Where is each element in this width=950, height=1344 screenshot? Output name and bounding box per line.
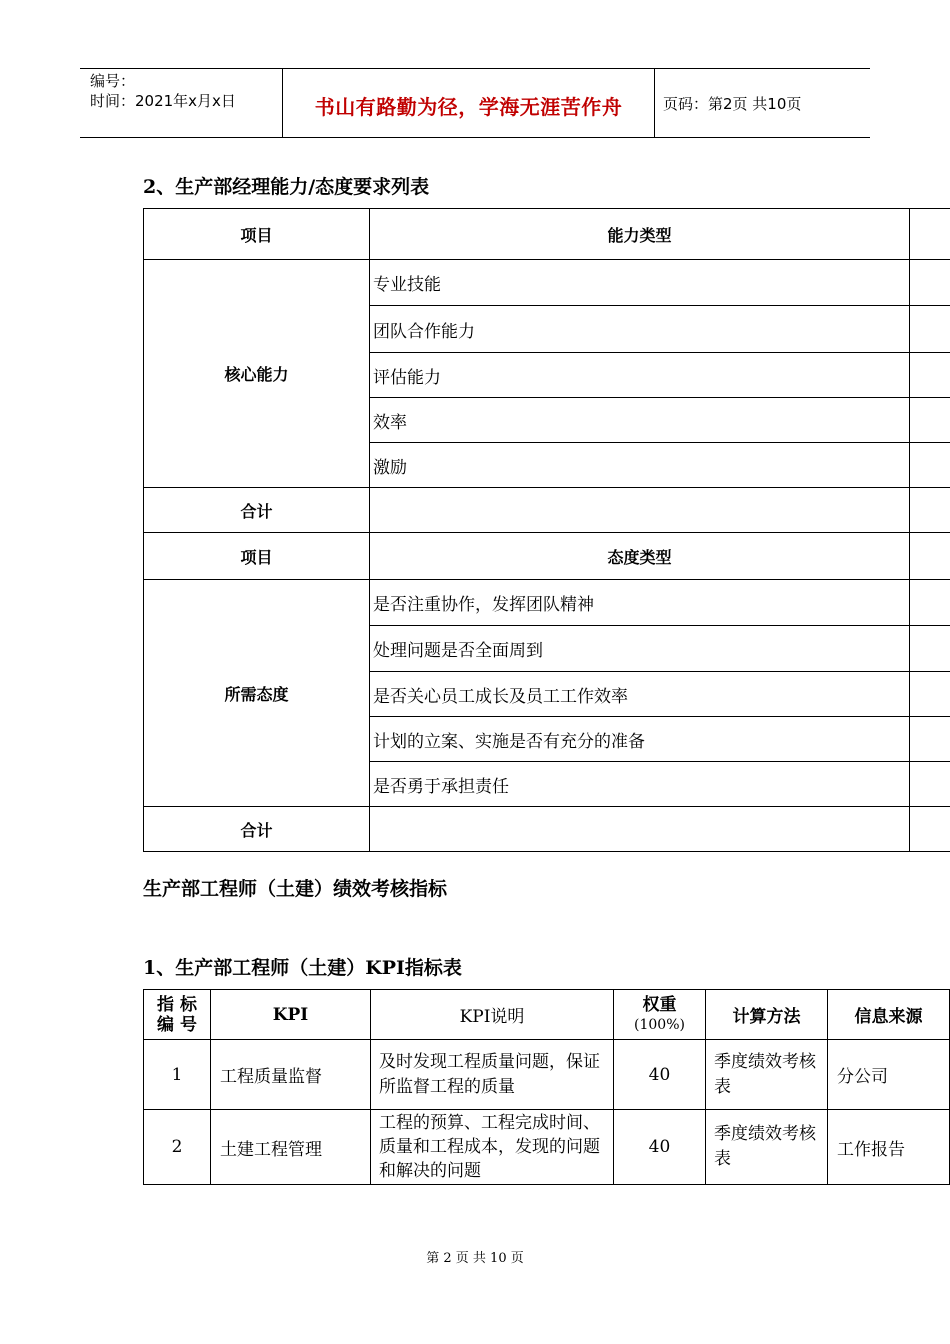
table-row — [144, 990, 950, 1040]
col-header-no-line2: 编 号 — [157, 1014, 197, 1035]
ability-header-type: 能力类型 — [370, 209, 910, 260]
col-header-no-line1: 指 标 — [157, 994, 197, 1015]
attitude-header-item: 项目 — [144, 533, 370, 580]
kpi-weight: 40 — [614, 1040, 706, 1110]
empty-cell — [370, 807, 910, 852]
header-motto-cell — [283, 69, 655, 137]
time-label: 时间：2021年x月x日 — [90, 92, 236, 110]
attitude-item: 是否注重协作，发挥团队精神 — [370, 580, 910, 626]
attitude-item: 是否勇于承担责任 — [370, 762, 910, 807]
core-item: 激励 — [370, 443, 910, 488]
empty-cell — [910, 533, 950, 580]
kpi-desc: 及时发现工程质量问题，保证所监督工程的质量 — [371, 1040, 614, 1110]
table-row — [144, 580, 950, 626]
table-row — [144, 1040, 950, 1110]
kpi-source: 分公司 — [828, 1040, 950, 1110]
empty-cell — [910, 807, 950, 852]
kpi-desc: 工程的预算、工程完成时间、质量和工程成本，发现的问题和解决的问题 — [371, 1110, 614, 1185]
table-row — [144, 209, 950, 260]
attitude-item: 处理问题是否全面周到 — [370, 626, 910, 672]
page-footer: 第 2 页 共 10 页 — [426, 1251, 524, 1266]
table-row — [144, 260, 950, 306]
col-header-kpi: KPI — [211, 990, 371, 1040]
ability-header-item: 项目 — [144, 209, 370, 260]
kpi-table — [143, 989, 950, 1185]
attitude-item: 计划的立案、实施是否有充分的准备 — [370, 717, 910, 762]
attitude-header-type: 态度类型 — [370, 533, 910, 580]
empty-cell — [910, 762, 950, 807]
empty-cell — [910, 398, 950, 443]
motto: 书山有路勤为径，学海无涯苦作舟 — [314, 95, 623, 119]
ability-attitude-table — [143, 208, 950, 852]
empty-cell — [910, 717, 950, 762]
page-info: 页码：第2页 共10页 — [663, 95, 802, 113]
kpi-method: 季度绩效考核表 — [706, 1040, 828, 1110]
attitude-item: 是否关心员工成长及员工工作效率 — [370, 672, 910, 717]
col-header-desc: KPI说明 — [371, 990, 614, 1040]
core-item: 评估能力 — [370, 353, 910, 398]
col-header-weight-sub: (100%) — [634, 1016, 685, 1033]
core-item: 专业技能 — [370, 260, 910, 306]
col-header-source: 信息来源 — [828, 990, 950, 1040]
empty-cell — [910, 443, 950, 488]
kpi-name: 土建工程管理 — [211, 1110, 371, 1185]
total-label: 合计 — [144, 807, 370, 852]
kpi-method: 季度绩效考核表 — [706, 1110, 828, 1185]
kpi-no: 2 — [144, 1110, 211, 1185]
core-ability-label: 核心能力 — [144, 260, 370, 488]
header-page-cell — [655, 69, 870, 137]
col-header-no — [144, 990, 211, 1040]
empty-cell — [910, 353, 950, 398]
empty-cell — [370, 488, 910, 533]
section1-title: 2、生产部经理能力/态度要求列表 — [143, 176, 430, 198]
section2-title: 生产部工程师（土建）绩效考核指标 — [143, 878, 448, 900]
kpi-source: 工作报告 — [828, 1110, 950, 1185]
attitude-label: 所需态度 — [144, 580, 370, 807]
kpi-no: 1 — [144, 1040, 211, 1110]
empty-cell — [910, 626, 950, 672]
empty-cell — [910, 580, 950, 626]
header-meta-cell — [80, 69, 283, 137]
empty-cell — [910, 209, 950, 260]
number-label: 编号： — [90, 72, 136, 90]
core-item: 团队合作能力 — [370, 306, 910, 353]
table-row — [144, 1110, 950, 1185]
table-row — [144, 807, 950, 852]
core-item: 效率 — [370, 398, 910, 443]
empty-cell — [910, 260, 950, 306]
table-row — [144, 488, 950, 533]
empty-cell — [910, 672, 950, 717]
col-header-weight-label: 权重 — [642, 994, 677, 1015]
page-header — [80, 68, 870, 138]
kpi-weight: 40 — [614, 1110, 706, 1185]
kpi-name: 工程质量监督 — [211, 1040, 371, 1110]
col-header-method: 计算方法 — [706, 990, 828, 1040]
section2-subtitle: 1、生产部工程师（土建）KPI指标表 — [143, 957, 462, 979]
total-label: 合计 — [144, 488, 370, 533]
empty-cell — [910, 488, 950, 533]
table-row — [144, 533, 950, 580]
empty-cell — [910, 306, 950, 353]
col-header-weight — [614, 990, 706, 1040]
